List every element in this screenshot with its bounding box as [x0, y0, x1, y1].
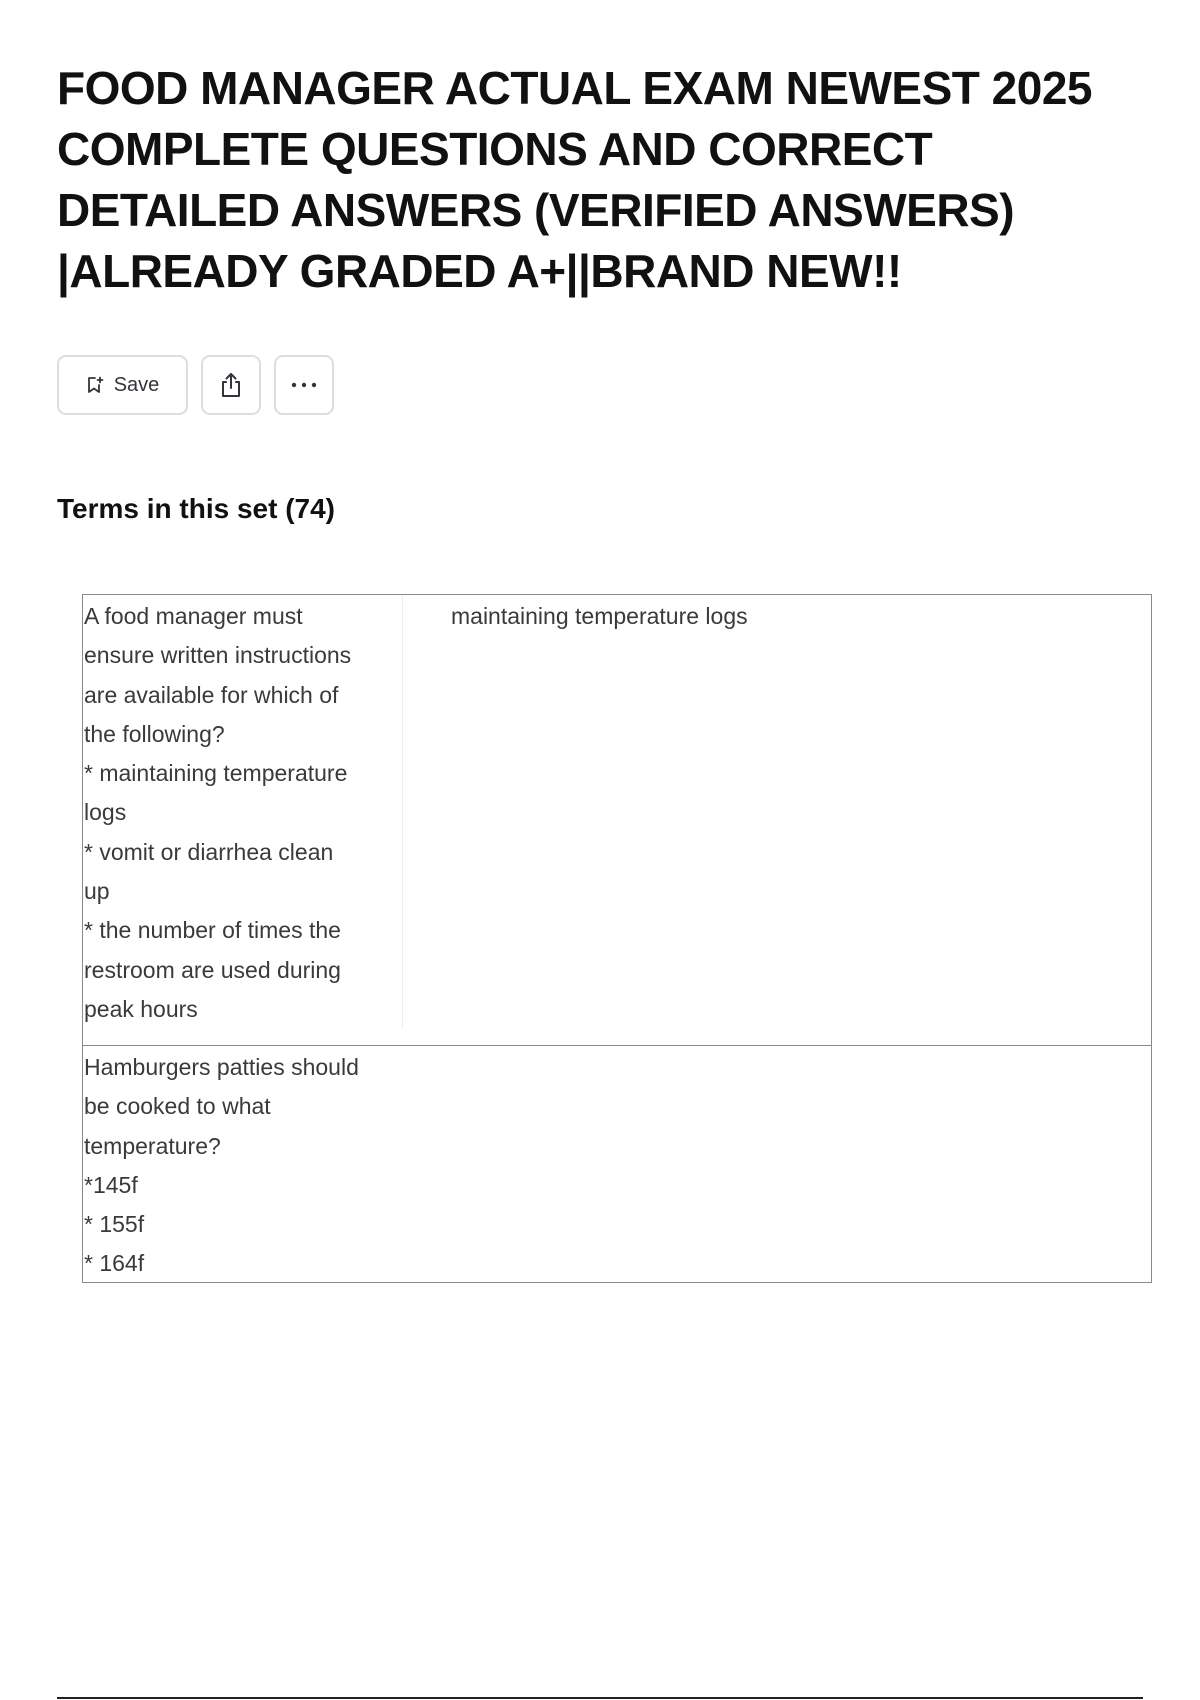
footer-divider	[57, 1697, 1143, 1699]
definition-cell	[403, 595, 1151, 1045]
page-title	[57, 58, 1157, 302]
term-row	[83, 1046, 1151, 1282]
page-title-line: |ALREADY GRADED A+||BRAND NEW!!	[57, 245, 902, 297]
terms-heading: Terms in this set (74)	[57, 493, 336, 524]
term-line: *145f	[84, 1171, 138, 1198]
term-line: * maintaining temperature	[84, 760, 348, 787]
term-row	[83, 595, 1151, 1046]
term-cell	[83, 595, 403, 1028]
term-line: the following?	[84, 720, 225, 747]
term-line: * 155f	[84, 1211, 145, 1238]
definition-line: maintaining temperature logs	[451, 603, 748, 629]
share-icon	[217, 371, 245, 399]
save-button[interactable]	[57, 355, 188, 415]
save-label: Save	[113, 373, 160, 396]
term-line: * vomit or diarrhea clean	[84, 838, 334, 865]
page-title-line: DETAILED ANSWERS (VERIFIED ANSWERS)	[57, 184, 1015, 236]
term-line: temperature?	[84, 1132, 221, 1159]
bookmark-add-icon	[86, 376, 104, 394]
term-line: logs	[84, 799, 127, 826]
action-toolbar	[57, 355, 334, 415]
term-line: * the number of times the	[84, 917, 341, 944]
page-title-line: COMPLETE QUESTIONS AND CORRECT	[57, 123, 933, 175]
term-cell	[83, 1046, 403, 1282]
term-line: ensure written instructions	[84, 642, 352, 669]
term-line: are available for which of	[84, 681, 339, 708]
term-line: Hamburgers patties should	[84, 1054, 359, 1080]
share-button[interactable]	[201, 355, 261, 415]
term-line: * 164f	[84, 1250, 145, 1277]
term-line: peak hours	[84, 995, 198, 1022]
definition-cell	[403, 1046, 1151, 1282]
term-line: restroom are used during	[84, 956, 341, 983]
more-options-button[interactable]	[274, 355, 334, 415]
term-line: up	[84, 878, 110, 905]
more-horizontal-icon	[290, 381, 318, 389]
term-line: A food manager must	[84, 603, 303, 629]
page-title-line: FOOD MANAGER ACTUAL EXAM NEWEST 2025	[57, 62, 1092, 114]
terms-table	[82, 594, 1152, 1283]
term-line: be cooked to what	[84, 1093, 271, 1120]
